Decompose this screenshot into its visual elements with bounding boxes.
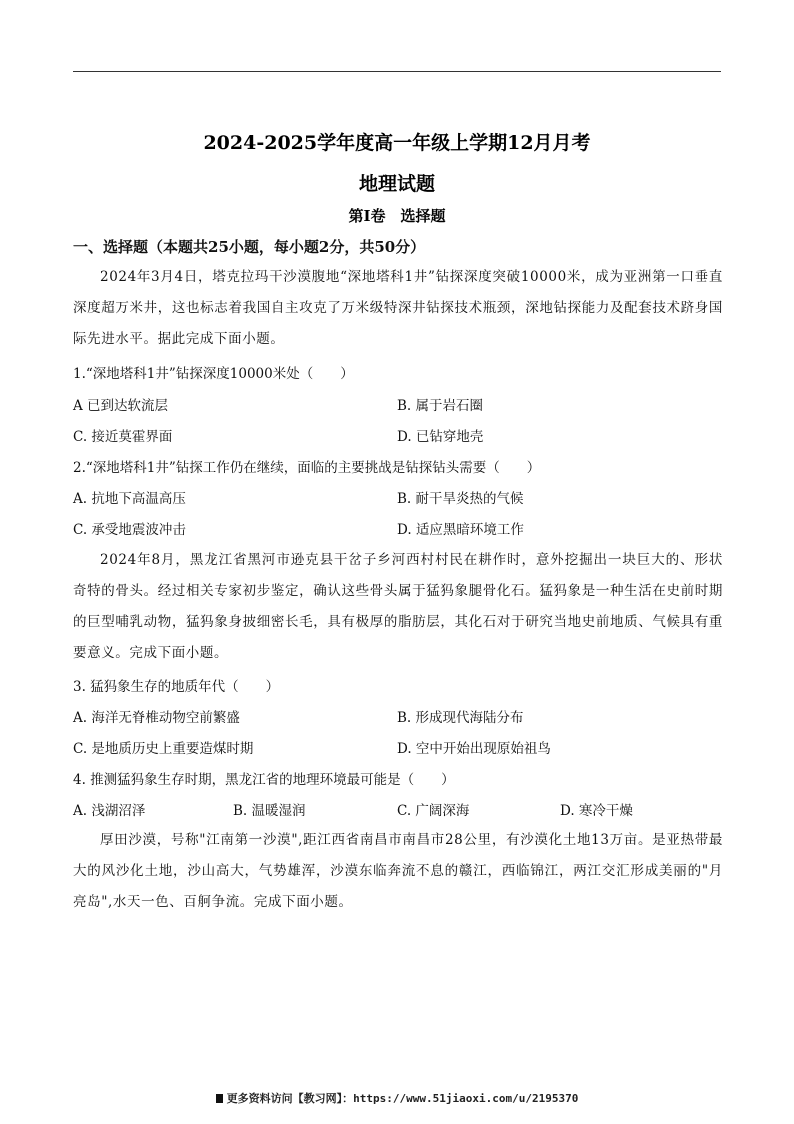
question-1-option-a[interactable]: A 已到达软流层 bbox=[73, 398, 169, 414]
passage-3: 厚田沙漠，号称"江南第一沙漠",距江西省南昌市南昌市28公里，有沙漠化土地13万亩。是亚热带最大的风沙化土地，沙山高大，气势雄浑，沙漠东临奔流不息的赣江，西临锦江，两江交汇形成美丽的"月亮岛",水天一色、百舸争流。完成下面小题。 bbox=[73, 832, 723, 910]
question-2-option-d[interactable]: D. 适应黑暗环境工作 bbox=[397, 522, 524, 538]
question-4-option-a[interactable]: A. 浅湖沼泽 bbox=[73, 803, 146, 819]
question-4-stem: 4. 推测猛犸象生存时期，黑龙江省的地理环境最可能是（ ） bbox=[73, 772, 455, 788]
question-3-option-b[interactable]: B. 形成现代海陆分布 bbox=[397, 710, 524, 726]
part-title: 第I卷 选择题 bbox=[348, 207, 446, 225]
exam-title: 2024-2025学年度高一年级上学期12月月考 bbox=[203, 132, 591, 154]
subject-title: 地理试题 bbox=[358, 173, 435, 195]
question-2-stem: 2.“深地塔科1井”钻探工作仍在继续，面临的主要挑战是钻探钻头需要（ ） bbox=[73, 460, 541, 476]
question-4-option-b[interactable]: B. 温暖湿润 bbox=[233, 803, 306, 819]
passage-1: 2024年3月4日，塔克拉玛干沙漠腹地“深地塔科1井”钻探深度突破10000米，成为亚洲第一口垂直深度超万米井，这也标志着我国自主攻克了万米级特深井钻探技术瓶颈，深地钻探能力及配套技术跻身国际先进水平。据此完成下面小题。 bbox=[73, 269, 723, 347]
question-1-option-b[interactable]: B. 属于岩石圈 bbox=[397, 398, 484, 414]
section-heading: 一、选择题（本题共25小题，每小题2分，共50分） bbox=[73, 238, 426, 256]
question-2-option-a[interactable]: A. 抗地下高温高压 bbox=[73, 491, 186, 507]
flag-icon bbox=[216, 1094, 223, 1103]
passage-2: 2024年8月，黑龙江省黑河市逊克县干岔子乡河西村村民在耕作时，意外挖掘出一块巨大的、形状奇特的骨头。经过相关专家初步鉴定，确认这些骨头属于猛犸象腿骨化石。猛犸象是一种生活在史前时期的巨型哺乳动物，猛犸象身披细密长毛，具有极厚的脂肪层，其化石对于研究当地史前地质、气候具有重要意义。完成下面小题。 bbox=[73, 552, 723, 661]
question-2-option-c[interactable]: C. 承受地震波冲击 bbox=[73, 522, 186, 538]
question-2-option-b[interactable]: B. 耐干旱炎热的气候 bbox=[397, 491, 524, 507]
question-1-option-d[interactable]: D. 已钻穿地壳 bbox=[397, 429, 484, 445]
question-1-stem: 1.“深地塔科1井”钻探深度10000米处（ ） bbox=[73, 366, 354, 382]
question-3-stem: 3. 猛犸象生存的地质年代（ ） bbox=[73, 679, 280, 695]
question-3-option-c[interactable]: C. 是地质历史上重要造煤时期 bbox=[73, 741, 254, 757]
footer bbox=[0, 1090, 794, 1106]
question-3-option-d[interactable]: D. 空中开始出现原始祖鸟 bbox=[397, 741, 551, 757]
footer-link[interactable]: 更多资料访问【教习网】：https://www.51jiaoxi.com/u/2195370 bbox=[226, 1092, 579, 1105]
question-3-option-a[interactable]: A. 海洋无脊椎动物空前繁盛 bbox=[73, 710, 240, 726]
question-4-option-c[interactable]: C. 广阔深海 bbox=[397, 803, 470, 819]
question-4-option-d[interactable]: D. 寒冷干燥 bbox=[560, 803, 633, 819]
header-rule bbox=[73, 71, 721, 72]
question-1-option-c[interactable]: C. 接近莫霍界面 bbox=[73, 429, 173, 445]
